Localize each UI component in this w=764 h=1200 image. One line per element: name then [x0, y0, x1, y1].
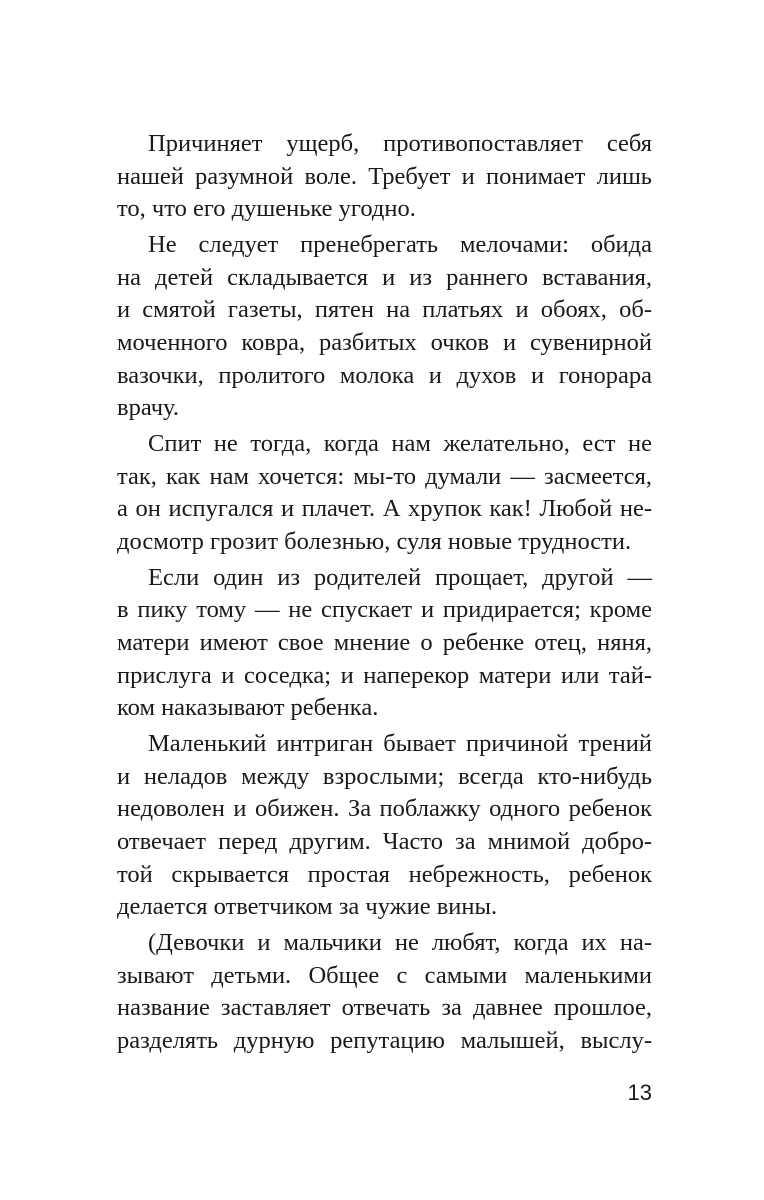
text-line: отвечает перед другим. Часто за мнимой добро- [117, 828, 652, 856]
text-line: Причиняет ущерб, противопоставляет себя [148, 130, 652, 157]
text-line: на детей складывается и из раннего вставания, [117, 263, 652, 291]
text-line: вазочки, пролитого молока и духов и гонорара [117, 361, 652, 389]
text-line: матери имеют свое мнение о ребенке отец, няня, [117, 629, 652, 657]
text-line: нашей разумной воле. Требует и понимает лишь [117, 162, 652, 190]
text-line: моченного ковра, разбитых очков и сувенирной [117, 328, 652, 356]
text-line: разделять дурную репутацию малышей, выслу- [117, 1026, 652, 1054]
text-line: Маленький интриган бывает причиной трений [148, 730, 652, 758]
text-line: зывают детьми. Общее с самыми маленькими [117, 961, 652, 989]
text-line: (Девочки и мальчики не любят, когда их на- [148, 929, 652, 957]
text-line: и смятой газеты, пятен на платьях и обоях, об- [117, 296, 652, 324]
body-text [117, 128, 652, 1058]
text-line: так, как нам хочется: мы-то думали — засмеется, [117, 462, 652, 490]
paragraph [117, 428, 652, 558]
text-line: недоволен и обижен. За поблажку одного ребенок [117, 795, 652, 823]
text-line: врачу. [117, 394, 179, 422]
text-line: ком наказывают ребенка. [117, 694, 379, 722]
text-line: той скрывается простая небрежность, ребенок [117, 860, 652, 888]
text-line: и неладов между взрослыми; всегда кто-нибудь [117, 762, 652, 790]
text-line: Не следует пренебрегать мелочами: обида [148, 231, 652, 259]
text-line: делается ответчиком за чужие вины. [117, 893, 498, 921]
text-line: прислуга и соседка; и наперекор матери или тай- [117, 661, 652, 689]
paragraph [117, 128, 652, 226]
page-number: 13 [627, 1080, 652, 1105]
text-line: в пику тому — не спускает и придирается; кроме [117, 596, 652, 624]
text-line: Если один из родителей прощает, другой — [148, 563, 652, 591]
paragraph [117, 229, 652, 425]
paragraph [117, 927, 652, 1057]
text-line: а он испугался и плачет. А хрупок как! Любой не- [117, 495, 652, 523]
text-line: то, что его душеньке угодно. [117, 195, 416, 223]
text-line: досмотр грозит болезнью, суля новые трудности. [117, 527, 632, 555]
paragraph [117, 728, 652, 924]
paragraph [117, 562, 652, 725]
text-line: название заставляет отвечать за давнее прошлое, [117, 994, 652, 1022]
text-line: Спит не тогда, когда нам желательно, ест не [148, 430, 652, 458]
